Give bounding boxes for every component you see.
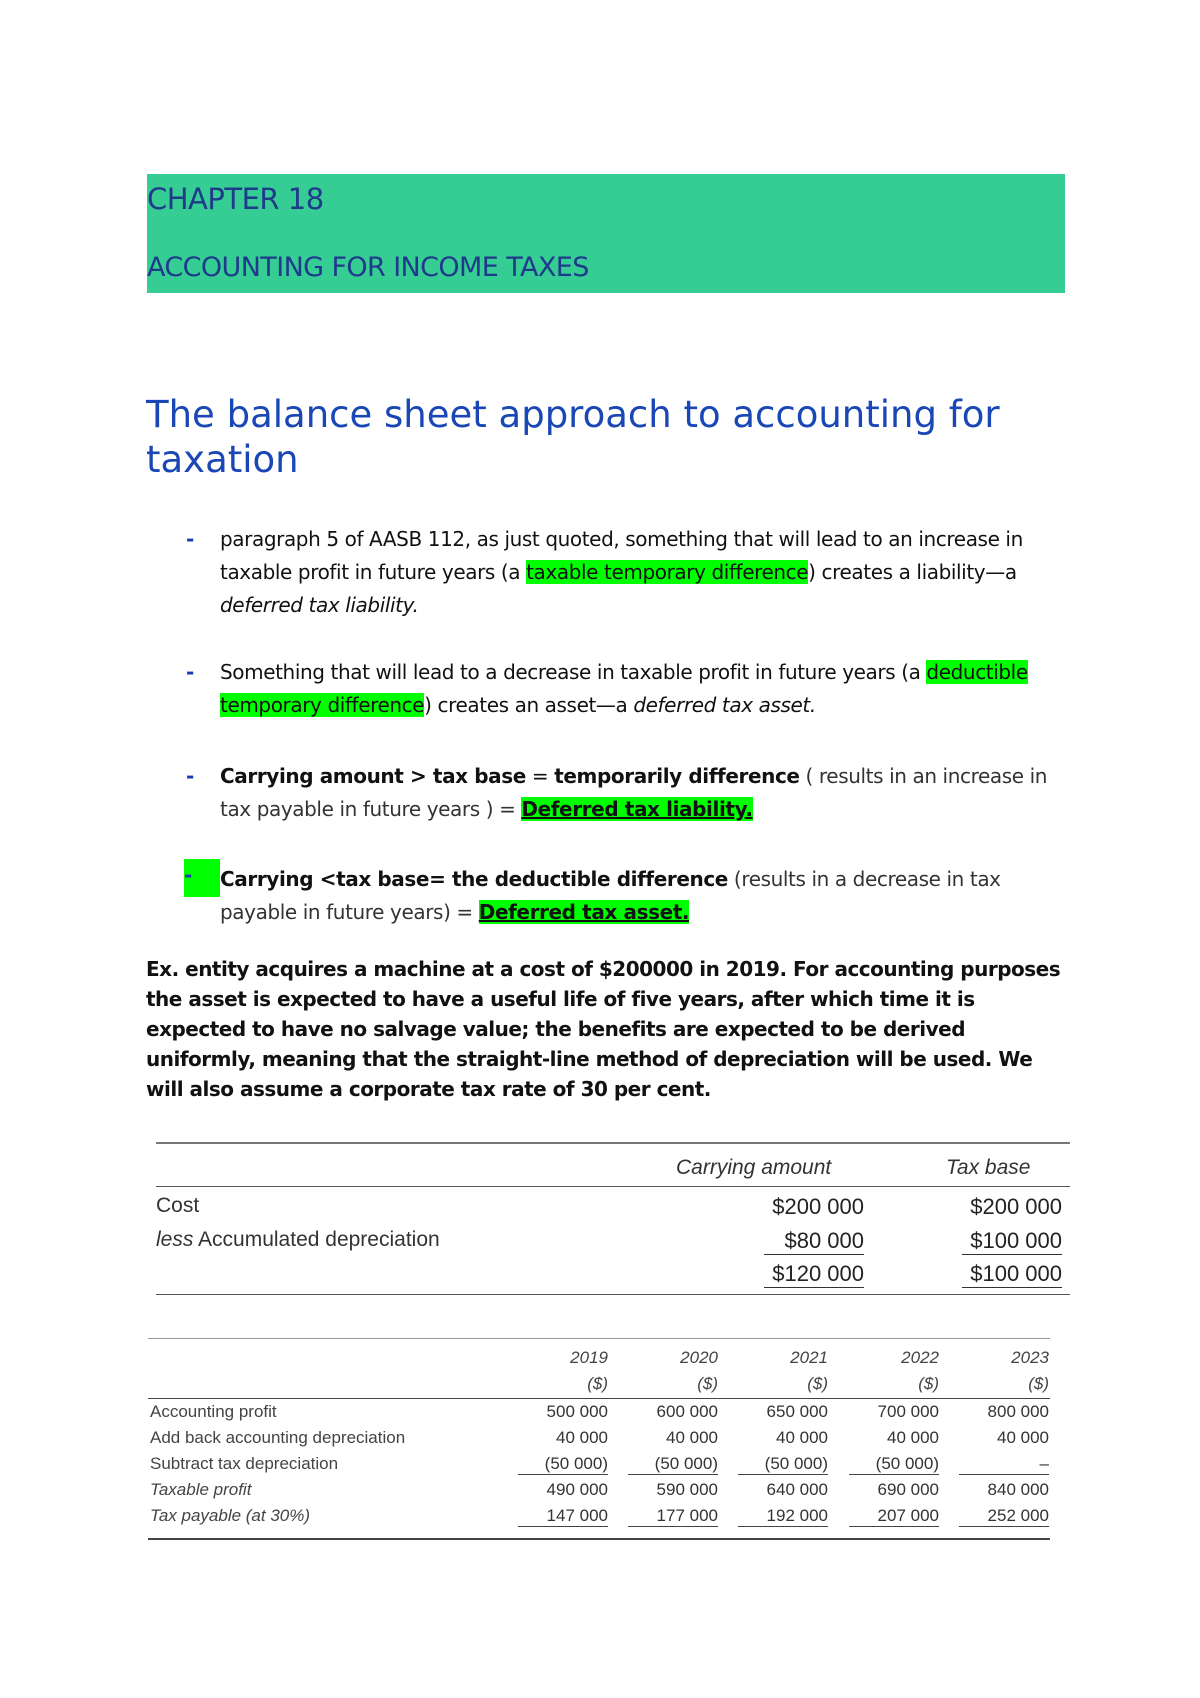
tax-base-value: $100 000 xyxy=(962,1228,1062,1255)
column-header: Tax base xyxy=(946,1156,1031,1179)
table-cell: 700 000 xyxy=(877,1402,939,1421)
carrying-value: $80 000 xyxy=(764,1228,864,1255)
bullet-text: Something that will lead to a decrease in taxable profit in future years (a xyxy=(220,660,927,684)
year-header: 2023 xyxy=(1011,1348,1049,1367)
highlighted-term: Deferred tax liability. xyxy=(521,797,753,821)
table-cell: (50 000) xyxy=(518,1454,608,1475)
table-cell: (50 000) xyxy=(738,1454,828,1475)
row-label: Taxable profit xyxy=(150,1480,252,1499)
unit-header: ($) xyxy=(587,1374,608,1393)
year-header: 2020 xyxy=(680,1348,718,1367)
year-header: 2022 xyxy=(901,1348,939,1367)
table-cell: 600 000 xyxy=(656,1402,718,1421)
dash-bullet-icon: - xyxy=(186,764,194,788)
table-cell: 40 000 xyxy=(887,1428,939,1447)
unit-header: ($) xyxy=(918,1374,939,1393)
table-cell: 590 000 xyxy=(656,1480,718,1499)
example-paragraph: Ex. entity acquires a machine at a cost of $200000 in 2019. For accounting purposes the asset is expected to have a useful life of five years, after which time it is expected to have no salvage value; the benefits are expected to be derived uniformly, meaning that the straight-line method of depreciation will be used. We will also assume a corporate tax rate of 30 per cent. xyxy=(146,957,1061,1101)
table-rule xyxy=(156,1294,1070,1295)
dash-bullet-icon: - xyxy=(184,859,220,897)
emphasis-term: deferred tax liability. xyxy=(220,593,419,617)
bullet-bold-text: temporarily difference xyxy=(554,764,800,788)
table-cell: 147 000 xyxy=(518,1506,608,1527)
row-label: less Accumulated depreciation xyxy=(156,1228,440,1251)
bullet-text: ) creates an asset—a xyxy=(424,693,634,717)
table-cell: 40 000 xyxy=(997,1428,1049,1447)
year-header: 2019 xyxy=(570,1348,608,1367)
table-cell: 252 000 xyxy=(959,1506,1049,1527)
table-rule xyxy=(148,1538,1050,1540)
table-rule xyxy=(156,1186,1070,1187)
unit-header: ($) xyxy=(697,1374,718,1393)
table-cell: – xyxy=(959,1454,1049,1475)
table-cell: 640 000 xyxy=(766,1480,828,1499)
emphasis-term: deferred tax asset. xyxy=(633,693,816,717)
table-cell: 177 000 xyxy=(628,1506,718,1527)
table-cell: 490 000 xyxy=(546,1480,608,1499)
bullet-bold-text: Carrying amount > tax base xyxy=(220,764,526,788)
table-cell: 800 000 xyxy=(987,1402,1049,1421)
bullet-bold-text: Carrying <tax base= the deductible difference xyxy=(220,867,728,891)
carrying-value: $120 000 xyxy=(764,1261,864,1288)
bullet-text: paragraph 5 of AASB 112, as just quoted, something that will lead to an increase in taxable profit in future years (a xyxy=(220,527,1023,584)
table-cell: 40 000 xyxy=(666,1428,718,1447)
unit-header: ($) xyxy=(1028,1374,1049,1393)
dash-bullet-icon: - xyxy=(186,527,194,551)
highlighted-term: taxable temporary difference xyxy=(526,560,809,584)
table-rule xyxy=(156,1142,1070,1144)
table-cell: 690 000 xyxy=(877,1480,939,1499)
bullet-text: (results in a decrease in tax payable in future years) = xyxy=(220,867,1001,924)
dash-bullet-icon: - xyxy=(186,660,194,684)
tax-base-value: $200 000 xyxy=(970,1194,1062,1219)
table-cell: 207 000 xyxy=(849,1506,939,1527)
table-cell: (50 000) xyxy=(628,1454,718,1475)
year-header: 2021 xyxy=(790,1348,828,1367)
highlighted-term: Deferred tax asset. xyxy=(478,900,690,924)
chapter-banner xyxy=(147,174,1065,293)
table-cell: 650 000 xyxy=(766,1402,828,1421)
table-cell: (50 000) xyxy=(849,1454,939,1475)
highlighted-term: deductible temporary difference xyxy=(220,660,1028,717)
table-cell: 500 000 xyxy=(546,1402,608,1421)
bullet-text: = xyxy=(525,764,555,788)
table-cell: 192 000 xyxy=(738,1506,828,1527)
bullet-text: ( results in an increase in tax payable in future years ) = xyxy=(220,764,1048,821)
carrying-value: $200 000 xyxy=(772,1194,864,1219)
table-cell: 40 000 xyxy=(556,1428,608,1447)
section-heading: The balance sheet approach to accounting for taxation xyxy=(146,393,1000,481)
bullet-text: ) creates a liability—a xyxy=(808,560,1017,584)
table-rule xyxy=(148,1398,1050,1399)
row-label: Tax payable (at 30%) xyxy=(150,1506,311,1525)
table-cell: 40 000 xyxy=(776,1428,828,1447)
column-header: Carrying amount xyxy=(676,1156,832,1179)
table-rule xyxy=(148,1338,1050,1339)
chapter-number: CHAPTER 18 xyxy=(147,182,324,216)
row-label: Accounting profit xyxy=(150,1402,277,1421)
row-label: Subtract tax depreciation xyxy=(150,1454,339,1473)
row-label: Add back accounting depreciation xyxy=(150,1428,406,1447)
unit-header: ($) xyxy=(807,1374,828,1393)
table-cell: 840 000 xyxy=(987,1480,1049,1499)
row-label: Cost xyxy=(156,1194,200,1217)
chapter-title: ACCOUNTING FOR INCOME TAXES xyxy=(147,252,589,283)
tax-base-value: $100 000 xyxy=(962,1261,1062,1288)
